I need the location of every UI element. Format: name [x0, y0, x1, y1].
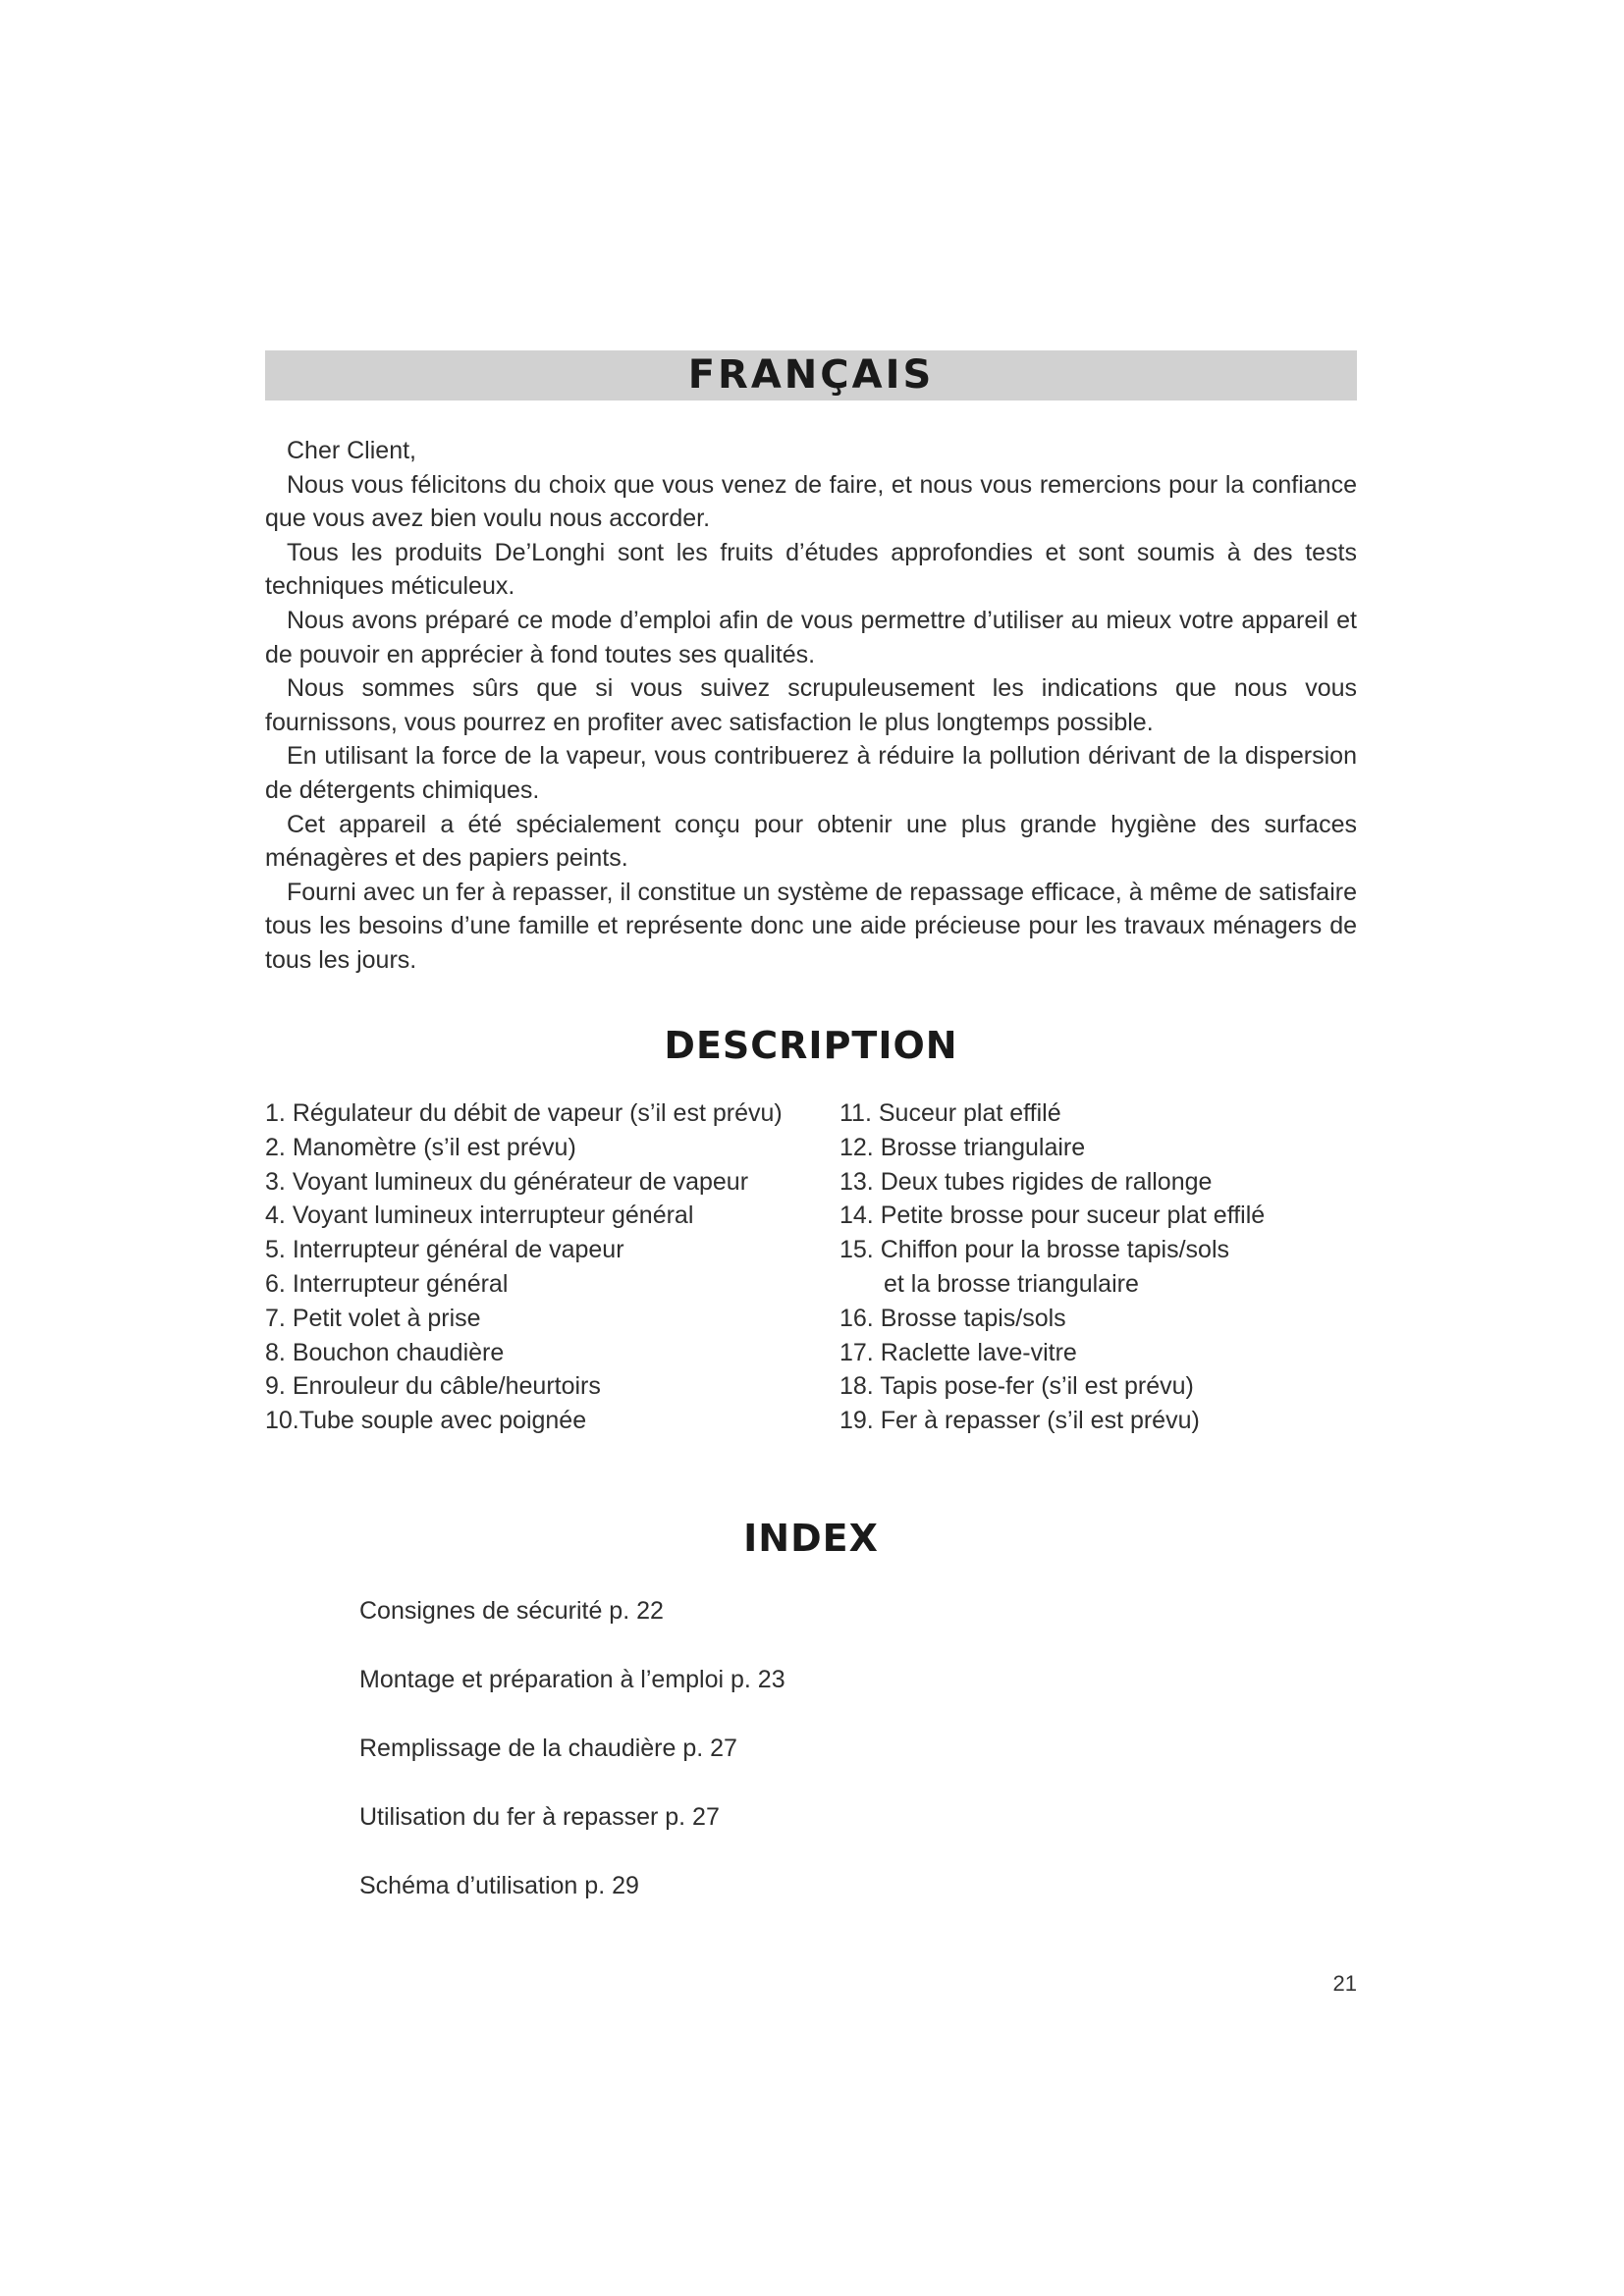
description-item — [265, 1369, 835, 1404]
item-number: 9. — [265, 1372, 286, 1401]
item-label: Bouchon chaudière — [292, 1338, 505, 1366]
description-list-right — [839, 1096, 1370, 1438]
item-label: Interrupteur général — [292, 1269, 509, 1298]
intro-paragraph: Cet appareil a été spécialement conçu pour obtenir une plus grande hygiène des surfaces ménagères et des papiers peints. — [265, 810, 1357, 873]
item-number: 19. — [839, 1407, 874, 1435]
description-item — [265, 1165, 835, 1200]
intro-text — [265, 434, 1357, 978]
index-entry: Remplissage de la chaudière p. 27 — [359, 1735, 737, 1762]
intro-paragraph: Cher Client, — [287, 437, 416, 464]
item-label: Deux tubes rigides de rallonge — [880, 1167, 1213, 1196]
item-label: Petit volet à prise — [292, 1304, 481, 1332]
item-label: Petite brosse pour suceur plat effilé — [880, 1201, 1266, 1230]
description-item — [839, 1404, 1370, 1438]
index-heading: INDEX — [743, 1517, 879, 1560]
item-label: Brosse tapis/sols — [880, 1304, 1066, 1332]
item-label: Brosse triangulaire — [880, 1133, 1086, 1161]
item-number: 4. — [265, 1201, 286, 1230]
index-entry: Montage et préparation à l’emploi p. 23 — [359, 1666, 785, 1693]
language-banner — [265, 350, 1357, 400]
item-label: Voyant lumineux du générateur de vapeur — [292, 1167, 749, 1196]
item-number: 15. — [839, 1236, 874, 1264]
page-number: 21 — [1332, 1971, 1357, 1996]
item-label: Enrouleur du câble/heurtoirs — [292, 1372, 601, 1401]
index-entry: Consignes de sécurité p. 22 — [359, 1597, 664, 1625]
intro-paragraph: Tous les produits De’Longhi sont les fruits d’études approfondies et sont soumis à des tests techniques méticuleux. — [265, 538, 1357, 601]
index-entry: Schéma d’utilisation p. 29 — [359, 1872, 639, 1899]
item-number: 13. — [839, 1167, 874, 1196]
intro-paragraph: Fourni avec un fer à repasser, il constitue un système de repassage efficace, à même de satisfaire tous les besoins d’une famille et représente donc une aide précieuse pour les travaux ménagers de tous les jours. — [265, 878, 1357, 974]
item-number: 6. — [265, 1269, 286, 1298]
intro-paragraph: En utilisant la force de la vapeur, vous contribuerez à réduire la pollution dérivant de la dispersion de détergents chimiques. — [265, 742, 1357, 804]
item-label: Tapis pose-fer (s’il est prévu) — [880, 1372, 1194, 1401]
item-label: Chiffon pour la brosse tapis/sols — [880, 1236, 1230, 1264]
description-item — [265, 1267, 835, 1302]
intro-paragraph: Nous sommes sûrs que si vous suivez scrupuleusement les indications que nous vous fournissons, vous pourrez en profiter avec satisfaction le plus longtemps possible. — [265, 674, 1357, 736]
description-item — [265, 1302, 835, 1336]
description-item — [839, 1199, 1370, 1233]
description-item — [265, 1096, 835, 1131]
item-number: 7. — [265, 1304, 286, 1332]
item-number: 1. — [265, 1099, 286, 1127]
description-item — [839, 1131, 1370, 1165]
description-item — [265, 1131, 835, 1165]
description-item — [839, 1336, 1370, 1370]
intro-paragraph: Nous vous félicitons du choix que vous venez de faire, et nous vous remercions pour la confiance que vous avez bien voulu nous accorder. — [265, 470, 1357, 533]
description-item — [265, 1336, 835, 1370]
description-item — [839, 1233, 1370, 1267]
description-item — [265, 1233, 835, 1267]
item-label: Interrupteur général de vapeur — [292, 1236, 624, 1264]
item-label: Manomètre (s’il est prévu) — [292, 1133, 576, 1161]
item-label: Tube souple avec poignée — [298, 1407, 587, 1435]
description-item — [265, 1404, 835, 1438]
description-heading: DESCRIPTION — [664, 1024, 958, 1067]
item-number: 2. — [265, 1133, 286, 1161]
description-item — [839, 1302, 1370, 1336]
description-item — [839, 1096, 1370, 1131]
item-number: 14. — [839, 1201, 874, 1230]
item-number: 5. — [265, 1236, 286, 1264]
item-label: et la brosse triangulaire — [884, 1269, 1139, 1298]
item-label: Suceur plat effilé — [878, 1099, 1061, 1127]
item-number: 10. — [265, 1407, 299, 1435]
item-number: 18. — [839, 1372, 874, 1401]
description-item-continuation — [839, 1267, 1370, 1302]
index-entry: Utilisation du fer à repasser p. 27 — [359, 1803, 720, 1831]
index-list — [359, 1591, 785, 1935]
intro-paragraph: Nous avons préparé ce mode d’emploi afin de vous permettre d’utiliser au mieux votre appareil et de pouvoir en apprécier à fond toutes ses qualités. — [265, 606, 1357, 668]
item-label: Régulateur du débit de vapeur (s’il est prévu) — [292, 1099, 783, 1127]
item-number: 12. — [839, 1133, 874, 1161]
item-number: 3. — [265, 1167, 286, 1196]
item-number: 16. — [839, 1304, 874, 1332]
item-number: 8. — [265, 1338, 286, 1366]
description-item — [839, 1165, 1370, 1200]
description-list-left — [265, 1096, 835, 1438]
item-label: Fer à repasser (s’il est prévu) — [880, 1407, 1200, 1435]
item-label: Raclette lave-vitre — [880, 1338, 1077, 1366]
item-number: 11. — [839, 1099, 872, 1127]
item-label: Voyant lumineux interrupteur général — [292, 1201, 694, 1230]
description-item — [839, 1369, 1370, 1404]
item-number: 17. — [839, 1338, 874, 1366]
language-title: FRANÇAIS — [687, 352, 935, 398]
description-item — [265, 1199, 835, 1233]
